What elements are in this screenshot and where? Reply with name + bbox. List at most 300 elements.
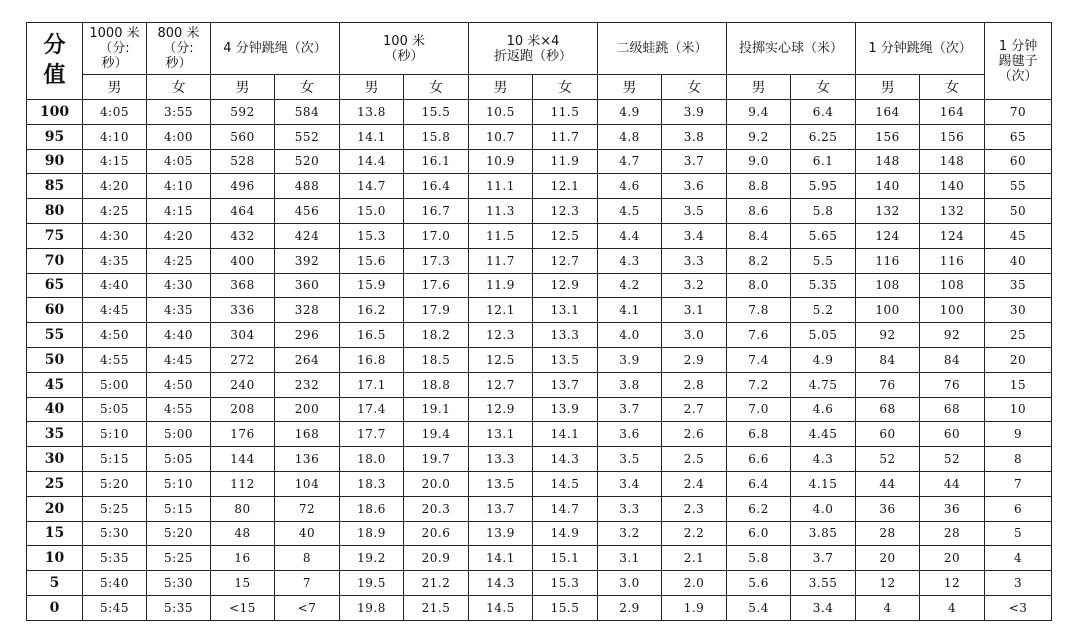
table-cell: 3.2 bbox=[598, 521, 662, 546]
table-cell: 8.2 bbox=[727, 248, 791, 273]
table-cell: 520 bbox=[275, 149, 340, 174]
table-cell: 7.0 bbox=[727, 397, 791, 422]
gender-male-label: 男 bbox=[469, 75, 533, 100]
score-cell: 85 bbox=[27, 174, 83, 199]
table-cell: 18.3 bbox=[340, 471, 404, 496]
table-cell: 72 bbox=[275, 496, 340, 521]
table-cell: 148 bbox=[856, 149, 920, 174]
table-cell: 13.3 bbox=[469, 447, 533, 472]
table-cell: 13.7 bbox=[469, 496, 533, 521]
table-cell: 3.5 bbox=[598, 447, 662, 472]
table-cell: 3.9 bbox=[598, 347, 662, 372]
table-cell: 528 bbox=[211, 149, 275, 174]
score-cell: 90 bbox=[27, 149, 83, 174]
table-cell: 12.9 bbox=[533, 273, 598, 298]
table-cell: 4.45 bbox=[791, 422, 856, 447]
table-cell: 584 bbox=[275, 100, 340, 125]
table-cell: 8.8 bbox=[727, 174, 791, 199]
table-cell: 52 bbox=[856, 447, 920, 472]
table-cell: 60 bbox=[856, 422, 920, 447]
table-row bbox=[27, 447, 1052, 472]
table-cell: 6.6 bbox=[727, 447, 791, 472]
table-cell: 10 bbox=[985, 397, 1052, 422]
table-cell: 92 bbox=[856, 323, 920, 348]
table-cell: 5:20 bbox=[83, 471, 147, 496]
table-cell: 3.7 bbox=[662, 149, 727, 174]
table-cell: 8 bbox=[275, 546, 340, 571]
table-cell: 15.3 bbox=[533, 571, 598, 596]
table-cell: 80 bbox=[211, 496, 275, 521]
table-cell: 11.7 bbox=[469, 248, 533, 273]
table-cell: 15.1 bbox=[533, 546, 598, 571]
table-cell: 14.9 bbox=[533, 521, 598, 546]
header-shuttlecock: 1 分钟 踢毽子 （次） bbox=[985, 23, 1052, 100]
gender-male-label: 男 bbox=[856, 75, 920, 100]
header-4min-rope-skipping: 4 分钟跳绳（次） bbox=[211, 23, 340, 75]
table-cell: 124 bbox=[856, 223, 920, 248]
table-cell: 140 bbox=[856, 174, 920, 199]
table-cell: 11.9 bbox=[533, 149, 598, 174]
table-cell: 9 bbox=[985, 422, 1052, 447]
table-cell: 5:35 bbox=[147, 595, 211, 620]
table-cell: 12.5 bbox=[533, 223, 598, 248]
table-cell: 14.5 bbox=[533, 471, 598, 496]
table-cell: 14.5 bbox=[469, 595, 533, 620]
table-cell: 9.0 bbox=[727, 149, 791, 174]
table-cell: 8.6 bbox=[727, 199, 791, 224]
table-cell: 19.8 bbox=[340, 595, 404, 620]
table-cell: 208 bbox=[211, 397, 275, 422]
table-cell: 100 bbox=[856, 298, 920, 323]
table-cell: 296 bbox=[275, 323, 340, 348]
table-cell: 336 bbox=[211, 298, 275, 323]
table-cell: 15.3 bbox=[340, 223, 404, 248]
table-cell: 104 bbox=[275, 471, 340, 496]
table-cell: <7 bbox=[275, 595, 340, 620]
header-score: 分 值 bbox=[27, 23, 83, 100]
score-rows bbox=[27, 100, 1052, 621]
table-cell: 16.1 bbox=[404, 149, 469, 174]
table-row bbox=[27, 496, 1052, 521]
score-cell: 15 bbox=[27, 521, 83, 546]
table-cell: 144 bbox=[211, 447, 275, 472]
table-cell: 3.7 bbox=[598, 397, 662, 422]
table-cell: 15.6 bbox=[340, 248, 404, 273]
table-cell: 44 bbox=[920, 471, 985, 496]
table-cell: 12.7 bbox=[533, 248, 598, 273]
table-cell: 3.9 bbox=[662, 100, 727, 125]
table-cell: 14.1 bbox=[469, 546, 533, 571]
table-cell: 4.3 bbox=[791, 447, 856, 472]
table-cell: 7.2 bbox=[727, 372, 791, 397]
score-cell: 35 bbox=[27, 422, 83, 447]
table-cell: 4.7 bbox=[598, 149, 662, 174]
table-cell: 84 bbox=[856, 347, 920, 372]
table-cell: 13.1 bbox=[469, 422, 533, 447]
table-cell: 68 bbox=[856, 397, 920, 422]
table-cell: 3.1 bbox=[598, 546, 662, 571]
table-cell: 3.2 bbox=[662, 273, 727, 298]
table-cell: 136 bbox=[275, 447, 340, 472]
table-cell: 3.55 bbox=[791, 571, 856, 596]
table-cell: 4.1 bbox=[598, 298, 662, 323]
table-cell: 432 bbox=[211, 223, 275, 248]
table-row bbox=[27, 347, 1052, 372]
table-cell: 7 bbox=[985, 471, 1052, 496]
table-cell: <3 bbox=[985, 595, 1052, 620]
table-cell: 70 bbox=[985, 100, 1052, 125]
table-cell: 2.3 bbox=[662, 496, 727, 521]
table-cell: 5:45 bbox=[83, 595, 147, 620]
table-cell: 4:45 bbox=[147, 347, 211, 372]
table-cell: 3.1 bbox=[662, 298, 727, 323]
score-cell: 70 bbox=[27, 248, 83, 273]
table-cell: 5:35 bbox=[83, 546, 147, 571]
table-cell: 4.8 bbox=[598, 124, 662, 149]
gender-male-label: 男 bbox=[598, 75, 662, 100]
table-cell: 3.6 bbox=[598, 422, 662, 447]
table-cell: 3.8 bbox=[598, 372, 662, 397]
table-cell: 4 bbox=[920, 595, 985, 620]
table-cell: 28 bbox=[856, 521, 920, 546]
table-cell: 12.7 bbox=[469, 372, 533, 397]
table-cell: 7 bbox=[275, 571, 340, 596]
table-cell: 176 bbox=[211, 422, 275, 447]
table-cell: 28 bbox=[920, 521, 985, 546]
table-cell: 424 bbox=[275, 223, 340, 248]
table-cell: 4:05 bbox=[147, 149, 211, 174]
table-cell: 4:05 bbox=[83, 100, 147, 125]
table-cell: 4:15 bbox=[147, 199, 211, 224]
header-1000m-run: 1000 米 （分: 秒） bbox=[83, 23, 147, 75]
table-cell: 2.1 bbox=[662, 546, 727, 571]
score-cell: 40 bbox=[27, 397, 83, 422]
table-cell: 3.6 bbox=[662, 174, 727, 199]
table-cell: 13.9 bbox=[469, 521, 533, 546]
table-cell: 16.4 bbox=[404, 174, 469, 199]
table-cell: 11.3 bbox=[469, 199, 533, 224]
table-cell: 10.9 bbox=[469, 149, 533, 174]
score-cell: 20 bbox=[27, 496, 83, 521]
table-cell: 16.2 bbox=[340, 298, 404, 323]
table-cell: 18.0 bbox=[340, 447, 404, 472]
table-cell: 18.8 bbox=[404, 372, 469, 397]
table-cell: 3.5 bbox=[662, 199, 727, 224]
table-cell: 4 bbox=[985, 546, 1052, 571]
table-cell: 4:55 bbox=[147, 397, 211, 422]
table-cell: 5:30 bbox=[147, 571, 211, 596]
table-cell: 5:00 bbox=[147, 422, 211, 447]
table-cell: 164 bbox=[856, 100, 920, 125]
score-cell: 100 bbox=[27, 100, 83, 125]
header-1min-rope-skipping: 1 分钟跳绳（次） bbox=[856, 23, 985, 75]
table-cell: 10.5 bbox=[469, 100, 533, 125]
table-cell: 3.7 bbox=[791, 546, 856, 571]
table-cell: 4.4 bbox=[598, 223, 662, 248]
table-cell: 2.4 bbox=[662, 471, 727, 496]
table-cell: 2.6 bbox=[662, 422, 727, 447]
table-cell: 4.0 bbox=[598, 323, 662, 348]
table-cell: 20 bbox=[985, 347, 1052, 372]
table-cell: 488 bbox=[275, 174, 340, 199]
table-cell: 4:20 bbox=[147, 223, 211, 248]
table-cell: 84 bbox=[920, 347, 985, 372]
table-cell: 200 bbox=[275, 397, 340, 422]
table-cell: 5:10 bbox=[147, 471, 211, 496]
table-cell: 5.8 bbox=[727, 546, 791, 571]
table-cell: 2.2 bbox=[662, 521, 727, 546]
table-cell: 7.4 bbox=[727, 347, 791, 372]
table-cell: 76 bbox=[920, 372, 985, 397]
table-cell: 50 bbox=[985, 199, 1052, 224]
table-cell: 21.5 bbox=[404, 595, 469, 620]
table-cell: 2.8 bbox=[662, 372, 727, 397]
table-cell: 4.9 bbox=[791, 347, 856, 372]
table-cell: 65 bbox=[985, 124, 1052, 149]
table-cell: 20.0 bbox=[404, 471, 469, 496]
table-cell: 11.9 bbox=[469, 273, 533, 298]
table-cell: 2.0 bbox=[662, 571, 727, 596]
table-cell: 13.9 bbox=[533, 397, 598, 422]
table-cell: 3.8 bbox=[662, 124, 727, 149]
table-cell: 368 bbox=[211, 273, 275, 298]
table-cell: 9.4 bbox=[727, 100, 791, 125]
table-cell: 240 bbox=[211, 372, 275, 397]
table-cell: 1.9 bbox=[662, 595, 727, 620]
table-cell: 552 bbox=[275, 124, 340, 149]
table-cell: 5:05 bbox=[83, 397, 147, 422]
table-cell: 3.85 bbox=[791, 521, 856, 546]
table-cell: 11.7 bbox=[533, 124, 598, 149]
table-cell: 4:10 bbox=[147, 174, 211, 199]
table-cell: 44 bbox=[856, 471, 920, 496]
table-cell: 4:35 bbox=[83, 248, 147, 273]
table-cell: 3.0 bbox=[598, 571, 662, 596]
table-cell: 400 bbox=[211, 248, 275, 273]
table-cell: 21.2 bbox=[404, 571, 469, 596]
table-cell: 5.4 bbox=[727, 595, 791, 620]
score-cell: 95 bbox=[27, 124, 83, 149]
table-cell: 264 bbox=[275, 347, 340, 372]
gender-male-label: 男 bbox=[83, 75, 147, 100]
gender-female-label: 女 bbox=[920, 75, 985, 100]
table-row bbox=[27, 298, 1052, 323]
table-cell: 5:20 bbox=[147, 521, 211, 546]
table-cell: 592 bbox=[211, 100, 275, 125]
table-cell: 20 bbox=[920, 546, 985, 571]
table-row bbox=[27, 174, 1052, 199]
table-cell: 17.0 bbox=[404, 223, 469, 248]
table-cell: 12.1 bbox=[533, 174, 598, 199]
table-cell: 132 bbox=[920, 199, 985, 224]
table-cell: 6.8 bbox=[727, 422, 791, 447]
table-row bbox=[27, 124, 1052, 149]
table-cell: 4.0 bbox=[791, 496, 856, 521]
table-cell: 5.35 bbox=[791, 273, 856, 298]
header-frog-jump: 二级蛙跳（米） bbox=[598, 23, 727, 75]
table-cell: 19.5 bbox=[340, 571, 404, 596]
score-cell: 65 bbox=[27, 273, 83, 298]
table-cell: 60 bbox=[920, 422, 985, 447]
table-row bbox=[27, 397, 1052, 422]
table-cell: 272 bbox=[211, 347, 275, 372]
table-cell: 4 bbox=[856, 595, 920, 620]
table-cell: 14.4 bbox=[340, 149, 404, 174]
table-cell: 45 bbox=[985, 223, 1052, 248]
table-cell: 25 bbox=[985, 323, 1052, 348]
table-cell: 5:00 bbox=[83, 372, 147, 397]
table-cell: 5:30 bbox=[83, 521, 147, 546]
table-cell: 116 bbox=[856, 248, 920, 273]
table-cell: 6.0 bbox=[727, 521, 791, 546]
table-cell: 11.1 bbox=[469, 174, 533, 199]
table-cell: 6.2 bbox=[727, 496, 791, 521]
table-cell: 4:40 bbox=[83, 273, 147, 298]
table-cell: 68 bbox=[920, 397, 985, 422]
table-cell: 40 bbox=[985, 248, 1052, 273]
header-800m-run: 800 米 （分: 秒） bbox=[147, 23, 211, 75]
table-cell: 4:15 bbox=[83, 149, 147, 174]
table-cell: 19.2 bbox=[340, 546, 404, 571]
score-cell: 30 bbox=[27, 447, 83, 472]
table-cell: 4.75 bbox=[791, 372, 856, 397]
table-cell: 168 bbox=[275, 422, 340, 447]
score-cell: 5 bbox=[27, 571, 83, 596]
table-cell: 4.3 bbox=[598, 248, 662, 273]
table-cell: 52 bbox=[920, 447, 985, 472]
table-cell: 2.5 bbox=[662, 447, 727, 472]
table-row bbox=[27, 422, 1052, 447]
table-cell: 60 bbox=[985, 149, 1052, 174]
table-cell: 11.5 bbox=[469, 223, 533, 248]
table-cell: 18.9 bbox=[340, 521, 404, 546]
gender-female-label: 女 bbox=[147, 75, 211, 100]
table-cell: 12 bbox=[920, 571, 985, 596]
table-cell: 11.5 bbox=[533, 100, 598, 125]
gender-female-label: 女 bbox=[533, 75, 598, 100]
table-cell: 8.4 bbox=[727, 223, 791, 248]
table-cell: 4:25 bbox=[147, 248, 211, 273]
table-cell: 2.9 bbox=[598, 595, 662, 620]
table-cell: 156 bbox=[856, 124, 920, 149]
table-cell: 5.6 bbox=[727, 571, 791, 596]
score-cell: 75 bbox=[27, 223, 83, 248]
table-cell: 3.4 bbox=[662, 223, 727, 248]
table-cell: 15 bbox=[211, 571, 275, 596]
header-shuttle-run: 10 米×4 折返跑（秒） bbox=[469, 23, 598, 75]
table-cell: 4:55 bbox=[83, 347, 147, 372]
table-row bbox=[27, 223, 1052, 248]
table-cell: 18.5 bbox=[404, 347, 469, 372]
table-cell: 4.9 bbox=[598, 100, 662, 125]
table-cell: 5:15 bbox=[83, 447, 147, 472]
table-cell: 17.3 bbox=[404, 248, 469, 273]
table-cell: 6.4 bbox=[791, 100, 856, 125]
table-cell: 55 bbox=[985, 174, 1052, 199]
score-cell: 10 bbox=[27, 546, 83, 571]
table-cell: 14.3 bbox=[469, 571, 533, 596]
table-cell: 4:30 bbox=[147, 273, 211, 298]
score-cell: 55 bbox=[27, 323, 83, 348]
table-cell: 132 bbox=[856, 199, 920, 224]
gender-male-label: 男 bbox=[340, 75, 404, 100]
table-cell: 3.3 bbox=[662, 248, 727, 273]
table-cell: 5.8 bbox=[791, 199, 856, 224]
table-cell: 13.3 bbox=[533, 323, 598, 348]
table-cell: 17.9 bbox=[404, 298, 469, 323]
table-cell: 4:35 bbox=[147, 298, 211, 323]
table-cell: 12.1 bbox=[469, 298, 533, 323]
table-cell: 5:15 bbox=[147, 496, 211, 521]
table-row bbox=[27, 100, 1052, 125]
table-cell: 14.1 bbox=[340, 124, 404, 149]
table-cell: 108 bbox=[920, 273, 985, 298]
table-cell: 48 bbox=[211, 521, 275, 546]
table-cell: 5.2 bbox=[791, 298, 856, 323]
table-cell: 14.7 bbox=[340, 174, 404, 199]
table-cell: 5:10 bbox=[83, 422, 147, 447]
table-cell: 7.8 bbox=[727, 298, 791, 323]
table-cell: 4:25 bbox=[83, 199, 147, 224]
table-cell: 12.5 bbox=[469, 347, 533, 372]
table-cell: 5 bbox=[985, 521, 1052, 546]
table-cell: 4.5 bbox=[598, 199, 662, 224]
table-cell: 304 bbox=[211, 323, 275, 348]
table-cell: 17.6 bbox=[404, 273, 469, 298]
table-cell: 16.7 bbox=[404, 199, 469, 224]
table-cell: 496 bbox=[211, 174, 275, 199]
table-cell: 15.5 bbox=[404, 100, 469, 125]
gender-female-label: 女 bbox=[791, 75, 856, 100]
score-cell: 0 bbox=[27, 595, 83, 620]
table-cell: 456 bbox=[275, 199, 340, 224]
gender-female-label: 女 bbox=[662, 75, 727, 100]
table-cell: 4.15 bbox=[791, 471, 856, 496]
table-cell: 328 bbox=[275, 298, 340, 323]
table-cell: 5.65 bbox=[791, 223, 856, 248]
table-cell: 108 bbox=[856, 273, 920, 298]
table-cell: 2.9 bbox=[662, 347, 727, 372]
table-cell: 4:30 bbox=[83, 223, 147, 248]
table-cell: 4.6 bbox=[598, 174, 662, 199]
table-cell: 5.05 bbox=[791, 323, 856, 348]
table-cell: 3.4 bbox=[791, 595, 856, 620]
table-cell: 4.6 bbox=[791, 397, 856, 422]
table-cell: 20.9 bbox=[404, 546, 469, 571]
table-cell: 15.8 bbox=[404, 124, 469, 149]
gender-male-label: 男 bbox=[727, 75, 791, 100]
table-cell: 4:50 bbox=[147, 372, 211, 397]
table-cell: 3.0 bbox=[662, 323, 727, 348]
table-row bbox=[27, 571, 1052, 596]
table-cell: 35 bbox=[985, 273, 1052, 298]
table-cell: 5.95 bbox=[791, 174, 856, 199]
table-cell: 116 bbox=[920, 248, 985, 273]
table-cell: 17.7 bbox=[340, 422, 404, 447]
table-cell: 10.7 bbox=[469, 124, 533, 149]
table-cell: 5:25 bbox=[147, 546, 211, 571]
table-cell: 17.1 bbox=[340, 372, 404, 397]
table-cell: 16.5 bbox=[340, 323, 404, 348]
table-cell: 3.4 bbox=[598, 471, 662, 496]
table-cell: 12.3 bbox=[469, 323, 533, 348]
gender-male-label: 男 bbox=[211, 75, 275, 100]
table-cell: 560 bbox=[211, 124, 275, 149]
table-cell: 100 bbox=[920, 298, 985, 323]
table-cell: 12.9 bbox=[469, 397, 533, 422]
table-cell: 392 bbox=[275, 248, 340, 273]
table-cell: 8 bbox=[985, 447, 1052, 472]
